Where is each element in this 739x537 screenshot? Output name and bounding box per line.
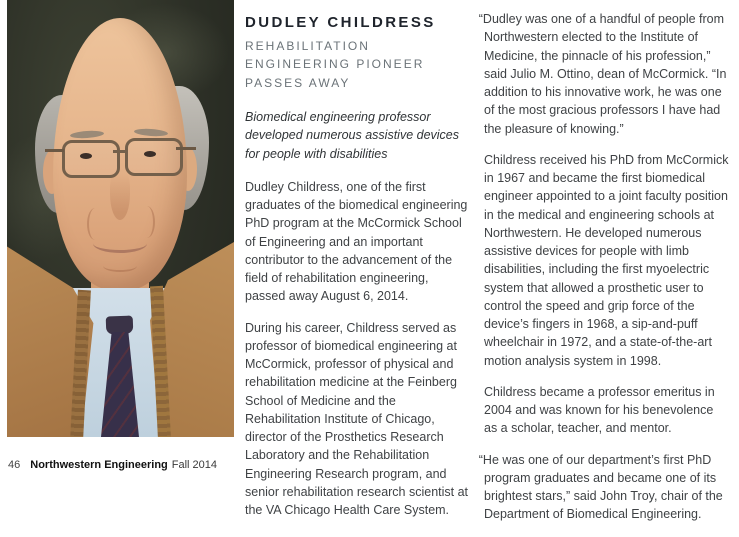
glasses-temple-right: [176, 147, 196, 150]
smile-fold-left: [87, 208, 103, 240]
publication-name: Northwestern Engineering: [30, 459, 168, 471]
chin-crease: [103, 260, 137, 272]
glasses-temple-left: [45, 149, 64, 152]
paragraph: Childress became a professor emeritus in 2004 and was known for his benevolence as a scholar, teacher, and mentor.: [484, 384, 715, 436]
paragraph-quote: “Dudley was one of a handful of people from Northwestern elected to the Institute of Medicine, the pinnacle of his profession,” said Julio M. Ottino, dean of McCormick. “In addition to his innovative work, he was one of the most gracious professors I have had the pleasure of knowing.”: [478, 12, 727, 136]
article-column-2: [478, 10, 729, 537]
glasses-left-lens: [62, 140, 120, 178]
eye-right: [144, 151, 156, 157]
paragraph: During his career, Childress served as professor of biomedical engineering at McCormick, professor of physical and rehabilitation medicine at the Feinberg School of Medicine and the Rehabilitation Institute of Chicago, director of the Prosthetics Research Laboratory and the Rehabilitation Engineering Research program, and senior rehabilitation research scientist at the VA Chicago Health Care System.: [245, 320, 469, 518]
article-title: DUDLEY CHILDRESS: [245, 14, 436, 31]
portrait-photo: [7, 0, 234, 437]
article-column-1: [245, 12, 469, 532]
glasses-right-lens: [125, 138, 183, 176]
eye-left: [80, 153, 92, 159]
tie-knot: [106, 316, 134, 335]
glasses-bridge: [113, 150, 128, 153]
smile-fold-right: [139, 206, 155, 238]
issue-label: Fall 2014: [171, 459, 218, 471]
paragraph: Dudley Childress, one of the first graduates of the biomedical engineering PhD program at the McCormick School of Engineering and an important contributor to the advancement of the field of rehabilitation engineering, passed away August 6, 2014.: [245, 179, 468, 304]
mouth: [93, 234, 147, 253]
article-subtitle: REHABILITATION ENGINEERING PIONEER PASSES AWAY: [245, 38, 425, 91]
page-number: 46: [8, 459, 21, 471]
page-footer: [8, 459, 217, 471]
nose: [110, 168, 130, 220]
paragraph-quote: “He was one of our department’s first PhD program graduates and became one of its brightest stars,” said John Troy, chair of the Department of Biomedical Engineering.: [478, 452, 723, 522]
article-deck: Biomedical engineering professor developed numerous assistive devices for people with disabilities: [245, 109, 460, 162]
paragraph: Childress received his PhD from McCormick in 1967 and became the first biomedical engineer appointed to a joint faculty position in the medical and engineering schools at Northwestern. He developed numerous assistive devices for people with limb disabilities, including the first myoelectric system that allowed a prosthetic user to control the speed and grip force of the device’s fingers in 1968, a sip-and-puff wheelchair in 1972, and a state-of-the-art motion analysis system in 1998.: [484, 152, 729, 368]
